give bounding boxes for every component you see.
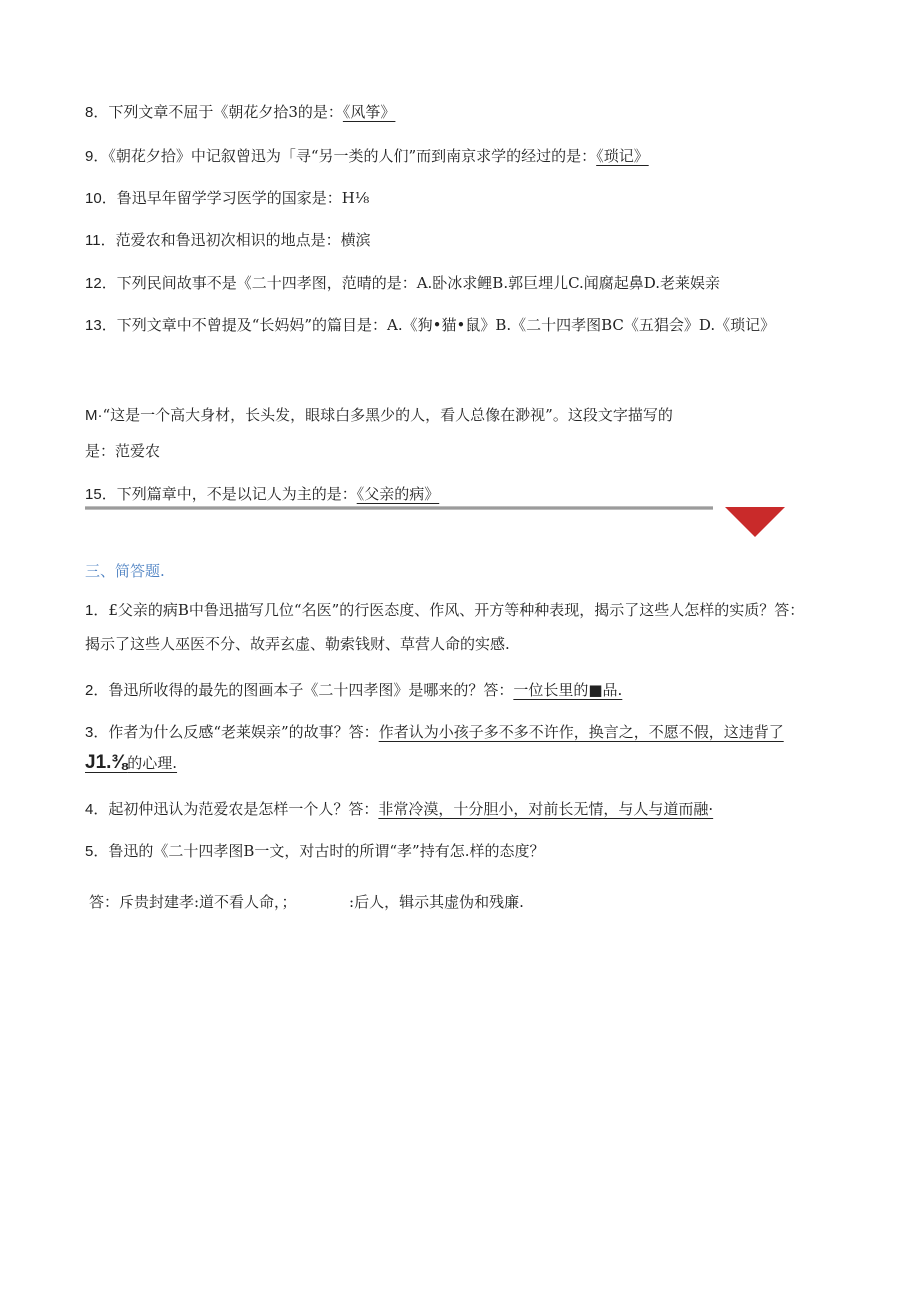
qa-answer-continued: [85, 754, 177, 772]
qa-text: ．鲁迅的《二十四孝图B一文，对古时的所谓“孝”持有怎.样的态度？: [93, 842, 545, 860]
item-text: ．范爱农和鲁迅初次相识的地点是：横滨: [100, 231, 371, 249]
item-12: [85, 272, 720, 295]
item-13: [85, 314, 775, 337]
item-answer: 《琐记》: [596, 147, 649, 165]
qa-answer: 非常冷漠，十分胆小，对前长无情，与人与道而融·: [378, 800, 714, 818]
qa-garbled-text: J1.⅜: [85, 752, 128, 773]
red-triangle-marker: [725, 507, 785, 537]
section-title: 三、简答题.: [85, 562, 165, 580]
item-text: “这是一个高大身材，长头发，眼球白多黑少的人，看人总像在渺视”。这段文字描写的: [102, 406, 673, 424]
item-number: M·: [85, 407, 103, 424]
qa-text: ．作者为什么反感“老莱娱亲”的故事？答：: [93, 723, 379, 741]
item-15: [85, 483, 439, 506]
qa-4: [85, 798, 713, 821]
item-number: 13: [85, 317, 102, 334]
item-answer: 《风筝》: [342, 103, 396, 121]
qa-number: 1: [85, 602, 94, 619]
qa-answer: 的心理.: [127, 754, 178, 772]
item-number: 9: [85, 148, 94, 165]
item-text: ．《朝花夕拾》中记叙曾迅为「寻“另一类的人们”而到南京求学的经过的是：: [93, 147, 597, 165]
qa-answer: 作者认为小孩子多不多不许作，换言之，不愿不假，这违背了: [378, 723, 784, 741]
qa-1-answer: [85, 633, 510, 655]
item-text: 是：范爱农: [85, 442, 161, 460]
section-divider: [85, 506, 713, 510]
item-number: 12: [85, 275, 102, 292]
item-text: ．下列篇章中，不是以记人为主的是：: [101, 485, 357, 503]
qa-text: ．起初仲迅认为范爱农是怎样一个人？答：: [93, 800, 379, 818]
item-9: [85, 145, 649, 168]
qa-text: ．£父亲的病B中鲁迅描写几位“名医”的行医态度、作风、开方等种种表现，揭示了这些人怎样的实质？答：: [93, 601, 805, 619]
item-text: ．下列文章不屈于《朝花夕拾3的是：: [93, 103, 343, 121]
qa-1: [85, 599, 804, 622]
item-number: 8: [85, 104, 94, 121]
qa-3: [85, 721, 784, 744]
qa-number: 2: [85, 682, 94, 699]
qa-answer: 一位长里的■品.: [513, 681, 623, 699]
qa-2: [85, 679, 622, 702]
qa-5: [85, 840, 544, 863]
item-14: [85, 404, 673, 427]
qa-number: 3: [85, 724, 94, 741]
item-answer: 《父亲的病》: [356, 485, 440, 503]
qa-5-answer: [89, 891, 524, 913]
item-text: ．下列民间故事不是《二十四孝图，范晴的是：A.卧冰求鲤B.郭巨埋儿C.闻腐起鼻D.老莱娱亲: [101, 274, 721, 292]
item-14-answer: [85, 440, 160, 462]
item-text: ．鲁迅早年留学学习医学的国家是：H⅛: [101, 189, 370, 207]
item-number: 11: [85, 232, 101, 249]
qa-text: 揭示了这些人巫医不分、故弄玄虚、勒索钱财、草营人命的实感.: [85, 635, 510, 653]
item-text: ．下列文章中不曾提及“长妈妈”的篇目是：A.《狗•猫•鼠》B.《二十四孝图BC《五猖会》D.《琐记》: [101, 316, 776, 334]
item-8: [85, 101, 395, 124]
item-number: 15: [85, 486, 102, 503]
qa-text: ．鲁迅所收得的最先的图画本子《二十四孝图》是哪来的？答：: [93, 681, 514, 699]
item-10: [85, 187, 369, 210]
qa-3-continued: [85, 752, 177, 774]
qa-number: 5: [85, 843, 94, 860]
qa-number: 4: [85, 801, 94, 818]
item-number: 10: [85, 190, 102, 207]
item-11: [85, 229, 371, 252]
qa-text: 答：斥贵封建孝:道不看人命，； :后人，辑示其虚伪和残廉.: [89, 893, 524, 911]
